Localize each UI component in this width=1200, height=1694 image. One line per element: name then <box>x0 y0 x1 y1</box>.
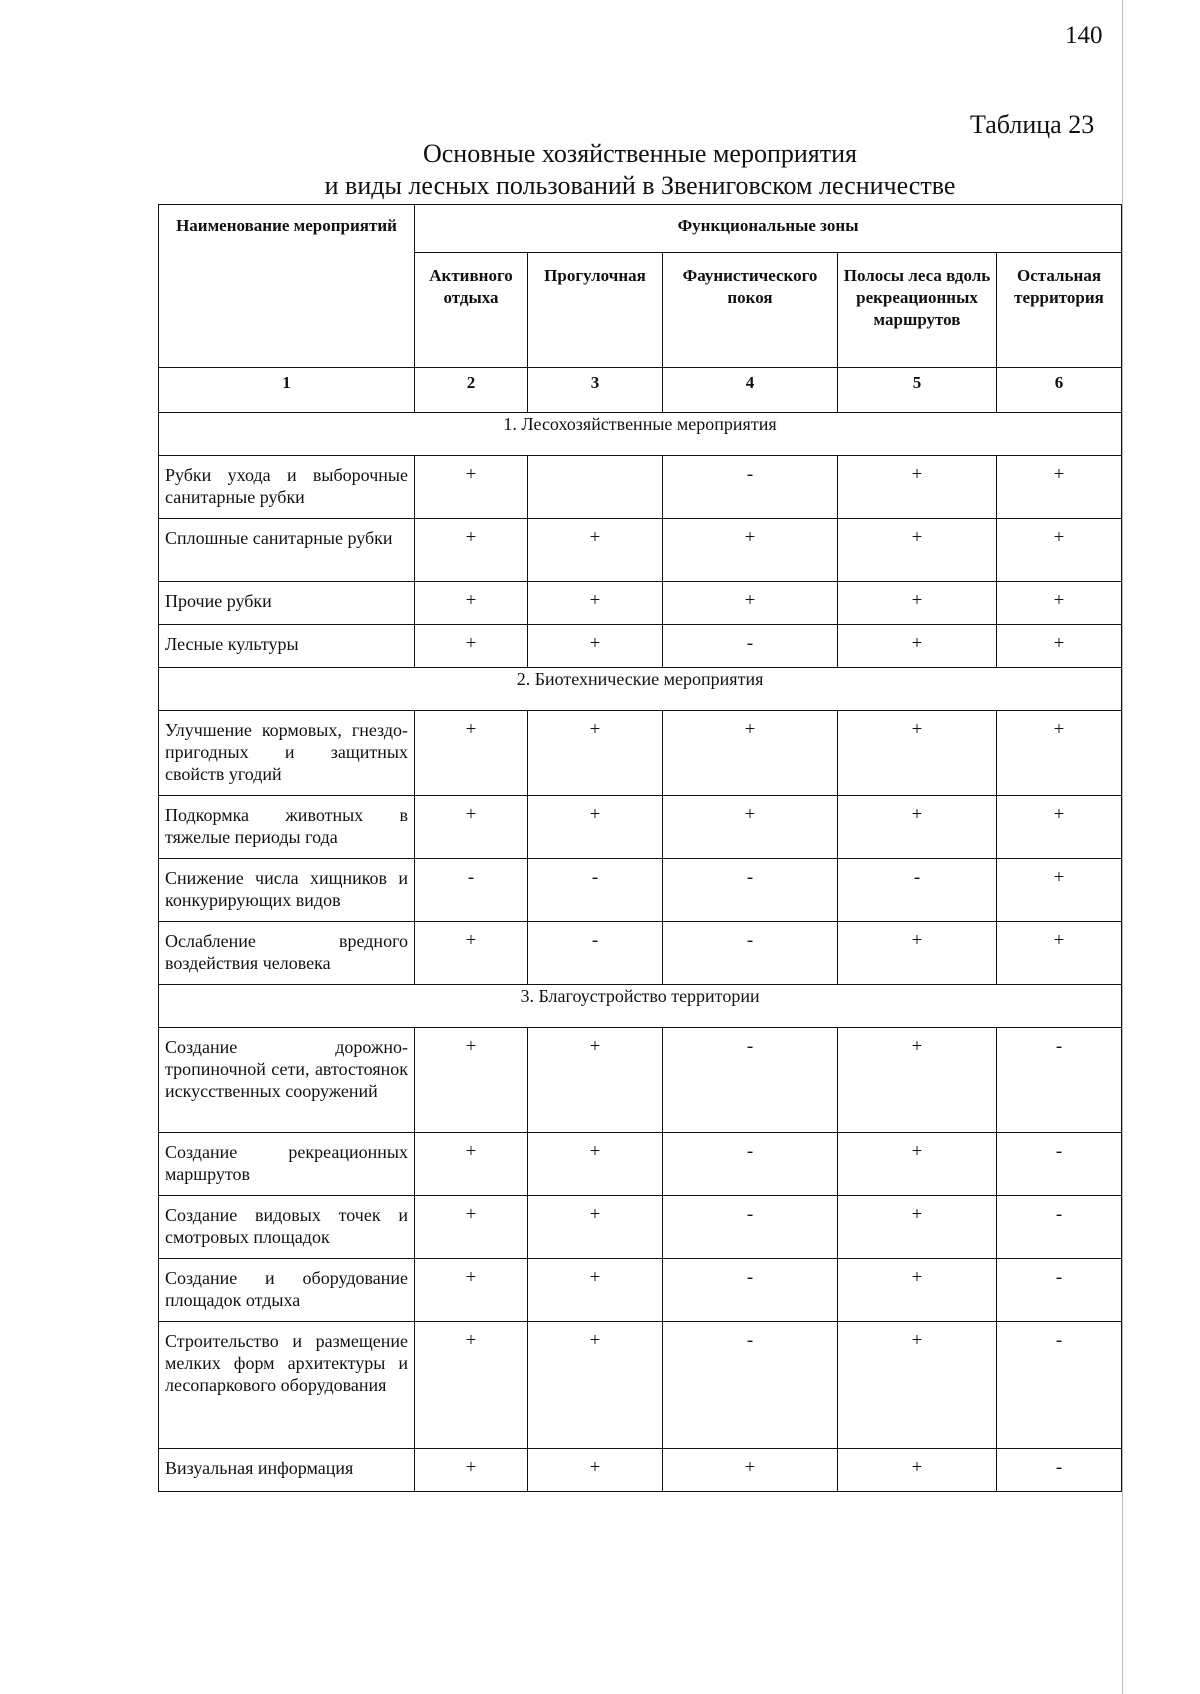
zone-mark-cell: + <box>663 519 838 582</box>
activities-table <box>158 204 1122 1492</box>
table-row <box>159 796 1122 859</box>
table-row <box>159 519 1122 582</box>
zone-mark-cell: + <box>838 711 997 796</box>
zone-mark-cell: - <box>663 859 838 922</box>
zone-mark-cell: + <box>838 456 997 519</box>
zone-mark-cell: + <box>415 1028 528 1133</box>
activity-name: Улучшение кормовых, гнездо-пригодных и защитных свойств угодий <box>159 711 415 796</box>
zone-mark-cell: - <box>663 1028 838 1133</box>
zone-mark-cell: + <box>528 796 663 859</box>
zone-mark-cell: + <box>838 1322 997 1449</box>
table-row <box>159 1028 1122 1133</box>
zone-mark-cell: - <box>663 456 838 519</box>
column-number: 2 <box>415 368 528 413</box>
section-title: 2. Биотехнические мероприятия <box>159 668 1122 711</box>
zone-mark-cell: + <box>838 1196 997 1259</box>
header-zone-walking: Прогулочная <box>528 253 663 368</box>
zone-mark-cell: + <box>997 859 1122 922</box>
column-number: 6 <box>997 368 1122 413</box>
zone-mark-cell: + <box>838 625 997 668</box>
zone-mark-cell: + <box>415 711 528 796</box>
activity-name: Создание видовых точек и смотровых площадок <box>159 1196 415 1259</box>
table-row <box>159 582 1122 625</box>
zone-mark-cell: - <box>997 1259 1122 1322</box>
zone-mark-cell: + <box>415 582 528 625</box>
zone-mark-cell: + <box>415 456 528 519</box>
zone-mark-cell: - <box>997 1133 1122 1196</box>
table-row <box>159 1259 1122 1322</box>
activity-name: Подкормка животных в тяжелые периоды года <box>159 796 415 859</box>
zone-mark-cell: + <box>663 582 838 625</box>
zone-mark-cell: + <box>415 796 528 859</box>
zone-mark-cell: + <box>528 1196 663 1259</box>
header-row <box>159 205 1122 253</box>
activity-name: Создание дорожно-тропиночной сети, автостоянок искусственных сооружений <box>159 1028 415 1133</box>
section-row <box>159 413 1122 456</box>
section-title: 3. Благоустройство территории <box>159 985 1122 1028</box>
table-label: Таблица 23 <box>970 110 1095 139</box>
zone-mark-cell: - <box>663 1322 838 1449</box>
zone-mark-cell: + <box>997 519 1122 582</box>
section-row <box>159 668 1122 711</box>
zone-mark-cell: + <box>528 1259 663 1322</box>
table-row <box>159 625 1122 668</box>
table-row <box>159 859 1122 922</box>
zone-mark-cell: + <box>415 1196 528 1259</box>
table-row <box>159 1322 1122 1449</box>
column-number-row <box>159 368 1122 413</box>
zone-mark-cell: - <box>997 1196 1122 1259</box>
zone-mark-cell: + <box>663 711 838 796</box>
zone-mark-cell: + <box>997 711 1122 796</box>
zone-mark-cell: + <box>838 1449 997 1492</box>
table-row <box>159 711 1122 796</box>
activity-name: Сплошные санитарные рубки <box>159 519 415 582</box>
zone-mark-cell: - <box>415 859 528 922</box>
zone-mark-cell: + <box>415 625 528 668</box>
zone-mark-cell: - <box>997 1028 1122 1133</box>
zone-mark-cell: + <box>415 922 528 985</box>
zone-mark-cell: + <box>528 519 663 582</box>
zone-mark-cell: - <box>528 859 663 922</box>
activity-name: Создание рекреационных маршрутов <box>159 1133 415 1196</box>
zone-mark-cell: + <box>415 1259 528 1322</box>
column-number: 4 <box>663 368 838 413</box>
zone-mark-cell: + <box>997 582 1122 625</box>
zone-mark-cell: - <box>997 1449 1122 1492</box>
zone-mark-cell <box>528 456 663 519</box>
activity-name: Визуальная информация <box>159 1449 415 1492</box>
zone-mark-cell: + <box>415 519 528 582</box>
activity-name: Ослабление вредного воздействия человека <box>159 922 415 985</box>
zone-mark-cell: + <box>838 582 997 625</box>
page-number: 140 <box>1065 22 1103 49</box>
zone-mark-cell: + <box>415 1449 528 1492</box>
activity-name: Прочие рубки <box>159 582 415 625</box>
activity-name: Рубки ухода и выборочные санитарные рубки <box>159 456 415 519</box>
zone-mark-cell: - <box>997 1322 1122 1449</box>
zone-mark-cell: + <box>528 625 663 668</box>
table-row <box>159 922 1122 985</box>
section-title: 1. Лесохозяйственные мероприятия <box>159 413 1122 456</box>
zone-mark-cell: - <box>663 1259 838 1322</box>
column-number: 5 <box>838 368 997 413</box>
zone-mark-cell: + <box>838 1028 997 1133</box>
activity-name: Создание и оборудование площадок отдыха <box>159 1259 415 1322</box>
zone-mark-cell: + <box>997 796 1122 859</box>
zone-mark-cell: - <box>663 922 838 985</box>
zone-mark-cell: - <box>663 625 838 668</box>
header-zone-faunal-rest: Фаунистического покоя <box>663 253 838 368</box>
header-activity-name: Наименование мероприятий <box>159 205 415 368</box>
activity-name: Лесные культуры <box>159 625 415 668</box>
table-row <box>159 456 1122 519</box>
table-title-line-1: Основные хозяйственные мероприятия <box>422 139 857 168</box>
zone-mark-cell: - <box>663 1133 838 1196</box>
zone-mark-cell: - <box>838 859 997 922</box>
table-body <box>159 205 1122 1492</box>
table-row <box>159 1449 1122 1492</box>
table-title <box>160 138 1120 202</box>
section-row <box>159 985 1122 1028</box>
header-functional-zones: Функциональные зоны <box>415 205 1122 253</box>
zone-mark-cell: + <box>997 456 1122 519</box>
zone-mark-cell: + <box>415 1322 528 1449</box>
zone-mark-cell: + <box>997 625 1122 668</box>
column-number: 3 <box>528 368 663 413</box>
zone-mark-cell: + <box>838 1259 997 1322</box>
scan-edge-line <box>1122 0 1123 1694</box>
zone-mark-cell: + <box>528 582 663 625</box>
zone-mark-cell: + <box>528 1322 663 1449</box>
zone-mark-cell: + <box>663 1449 838 1492</box>
activity-name: Строительство и размещение мелких форм архитектуры и лесопаркового оборудования <box>159 1322 415 1449</box>
table-title-line-2: и виды лесных пользований в Звениговском лесничестве <box>324 171 956 200</box>
zone-mark-cell: + <box>838 922 997 985</box>
zone-mark-cell: + <box>838 796 997 859</box>
zone-mark-cell: - <box>663 1196 838 1259</box>
zone-mark-cell: + <box>528 711 663 796</box>
table-row <box>159 1133 1122 1196</box>
zone-mark-cell: + <box>415 1133 528 1196</box>
zone-mark-cell: + <box>838 1133 997 1196</box>
zone-mark-cell: + <box>663 796 838 859</box>
header-zone-active-rest: Активного отдыха <box>415 253 528 368</box>
zone-mark-cell: - <box>528 922 663 985</box>
zone-mark-cell: + <box>528 1028 663 1133</box>
zone-mark-cell: + <box>528 1449 663 1492</box>
header-zone-forest-strips: Полосы леса вдоль рекреационных маршрутов <box>838 253 997 368</box>
column-number: 1 <box>159 368 415 413</box>
zone-mark-cell: + <box>997 922 1122 985</box>
activity-name: Снижение числа хищников и конкурирующих видов <box>159 859 415 922</box>
zone-mark-cell: + <box>528 1133 663 1196</box>
header-zone-other-territory: Остальная территория <box>997 253 1122 368</box>
zone-mark-cell: + <box>838 519 997 582</box>
table-row <box>159 1196 1122 1259</box>
